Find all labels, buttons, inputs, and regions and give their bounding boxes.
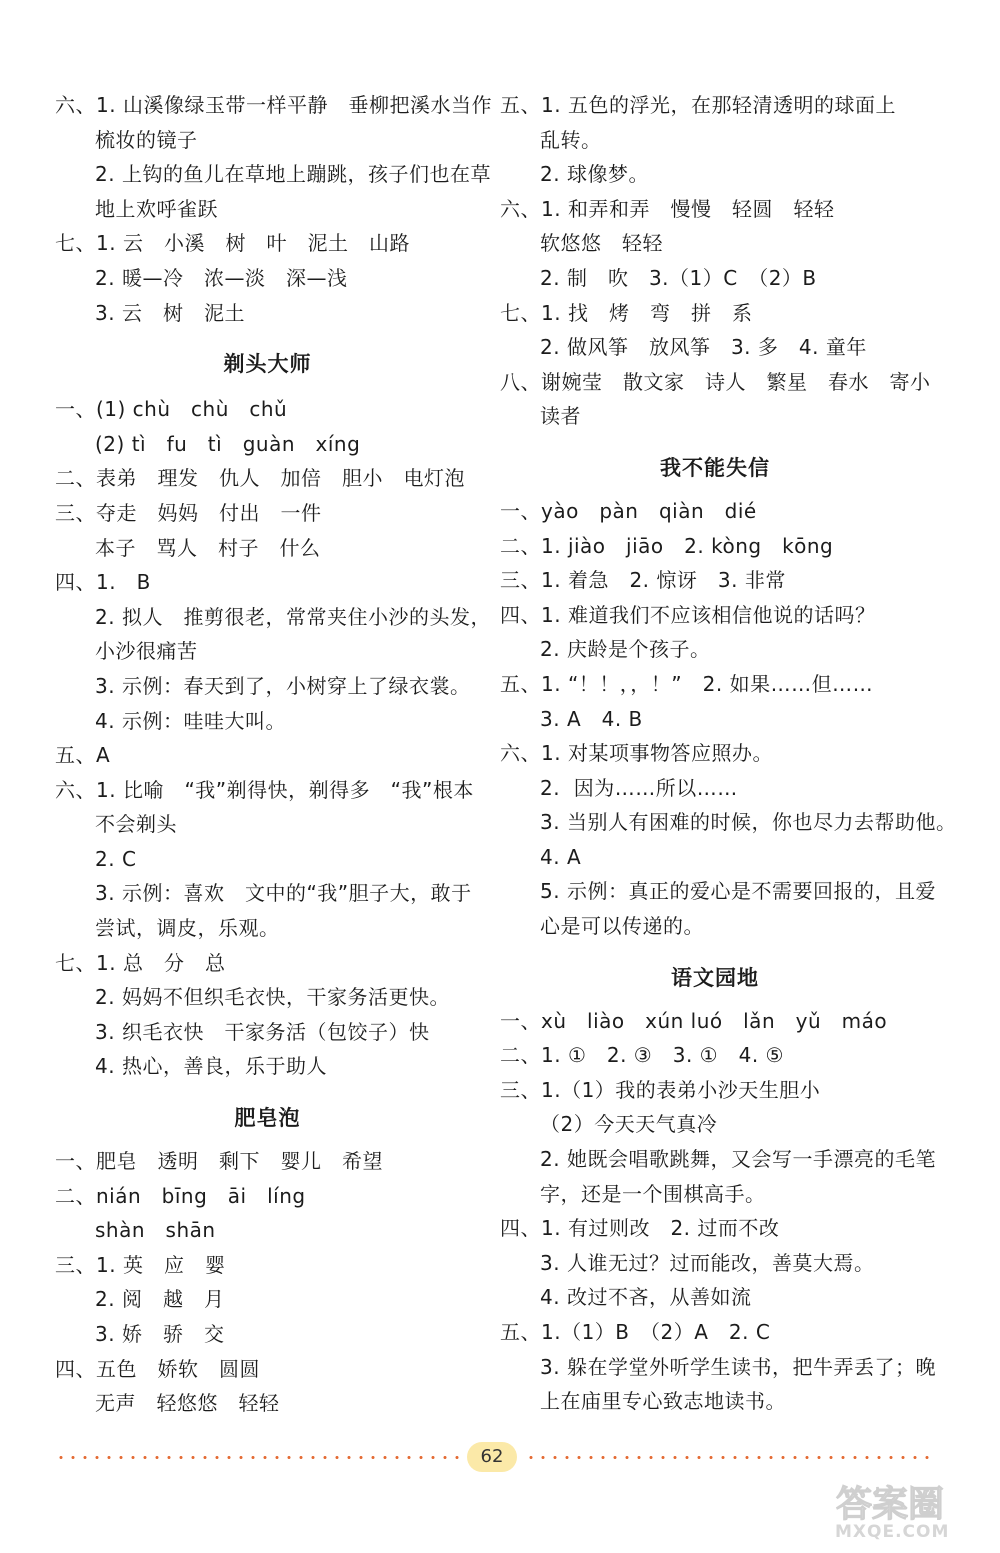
- answer-line: 3. 当别人有困难的时候，你也尽力去帮助他。: [540, 810, 957, 835]
- answer-line: 二、表弟 理发 仇人 加倍 胆小 电灯泡: [55, 466, 465, 491]
- answer-line: 2. 上钩的鱼儿在草地上蹦跳，孩子们也在草: [95, 162, 491, 187]
- answer-line: 七、1. 云 小溪 树 叶 泥土 山路: [55, 231, 410, 256]
- answer-line: 3. A 4. B: [540, 706, 643, 731]
- answer-line: 3. 示例：喜欢 文中的“我”胆子大，敢于: [95, 881, 472, 906]
- answer-line: 2. 她既会唱歌跳舞，又会写一手漂亮的毛笔: [540, 1147, 936, 1172]
- left-column: [55, 88, 492, 1421]
- answer-line: 3. 云 树 泥土: [95, 300, 245, 325]
- answer-line: 六、1. 对某项事物答应照办。: [500, 741, 773, 766]
- page-footer: [55, 1442, 930, 1472]
- answer-line: 六、1. 山溪像绿玉带一样平静 垂柳把溪水当作: [55, 93, 492, 117]
- answer-line: 三、1. 着急 2. 惊讶 3. 非常: [500, 568, 786, 593]
- answer-line: 3. 织毛衣快 干家务活（包饺子）快: [95, 1019, 430, 1044]
- answer-line: 2. 阅 越 月: [95, 1287, 225, 1312]
- dotted-rule-right: [525, 1455, 930, 1460]
- answer-line: 一、xù liào xún luó lǎn yǔ máo: [500, 1008, 888, 1033]
- answer-line: 二、nián bīng āi líng: [55, 1183, 306, 1208]
- page-number: 62: [467, 1442, 517, 1472]
- answer-line: 2. 做风筝 放风筝 3. 多 4. 童年: [540, 335, 867, 360]
- answer-line: 3. 娇 骄 交: [95, 1322, 225, 1346]
- answer-line: 三、夺走 妈妈 付出 一件: [55, 500, 322, 525]
- section-heading: 剃头大师: [223, 352, 312, 377]
- answer-line: （2）今天天气真冷: [540, 1112, 718, 1137]
- answer-line: 地上欢呼雀跃: [95, 196, 218, 221]
- answer-line: 三、1. 英 应 婴: [55, 1252, 226, 1277]
- section-heading: 肥皂泡: [234, 1106, 301, 1131]
- answer-line: 上在庙里专心致志地读书。: [540, 1389, 786, 1414]
- answer-line: 2. C: [95, 846, 137, 871]
- answer-line: 5. 示例：真正的爱心是不需要回报的，且爱: [540, 879, 936, 904]
- answer-line: (2) tì fu tì guàn xíng: [95, 431, 361, 456]
- answer-line: 3. 躲在学堂外听学生读书，把牛弄丢了；晚: [540, 1354, 936, 1379]
- answer-line: 八、谢婉莹 散文家 诗人 繁星 春水 寄小: [500, 369, 931, 394]
- answer-line: 乱转。: [540, 127, 602, 152]
- answer-line: 七、1. 总 分 总: [55, 950, 226, 975]
- answer-line: 2. 球像梦。: [540, 162, 649, 187]
- answer-line: 心是可以传递的。: [540, 914, 704, 939]
- answer-line: 一、(1) chù chù chǔ: [55, 397, 288, 422]
- answer-line: 4. 示例：哇哇大叫。: [95, 708, 286, 733]
- answer-line: 二、1. ① 2. ③ 3. ① 4. ⑤: [500, 1043, 784, 1068]
- answer-line: 四、五色 娇软 圆圆: [55, 1356, 260, 1381]
- answer-line: 五、1. “！！，，！” 2. 如果……但……: [500, 671, 874, 696]
- answer-line: 本子 骂人 村子 什么: [95, 535, 321, 560]
- answer-line: 2. 制 吹 3.（1）C （2）B: [540, 265, 817, 290]
- answer-line: 二、1. jiào jiāo 2. kòng kōng: [500, 533, 834, 558]
- answer-line: 一、肥皂 透明 剩下 婴儿 希望: [55, 1149, 383, 1174]
- answer-line: 梳妆的镜子: [95, 127, 198, 152]
- answer-line: 四、1. 难道我们不应该相信他说的话吗？: [500, 602, 876, 627]
- answer-line: 五、A: [55, 743, 111, 768]
- section-heading: 语文园地: [671, 965, 759, 990]
- answer-line: 4. A: [540, 844, 582, 869]
- answer-line: 2. 暖—冷 浓—淡 深—浅: [95, 265, 348, 290]
- answer-line: shàn shān: [95, 1218, 216, 1243]
- answer-line: 4. 热心，善良，乐于助人: [95, 1054, 327, 1079]
- dotted-rule-left: [55, 1455, 460, 1460]
- right-column: [500, 88, 957, 1419]
- answer-line: 4. 改过不吝，从善如流: [540, 1285, 752, 1310]
- answer-line: 六、1. 和弄和弄 慢慢 轻圆 轻轻: [500, 196, 835, 221]
- answer-line: 六、1. 比喻 “我”剃得快，剃得多 “我”根本: [55, 777, 474, 802]
- answer-line: 四、1. B: [55, 570, 151, 595]
- answer-line: 尝试，调皮，乐观。: [95, 916, 280, 941]
- answer-line: 字，还是一个围棋高手。: [540, 1181, 766, 1206]
- answer-line: 读者: [540, 404, 581, 429]
- answer-line: 三、1.（1）我的表弟小沙天生胆小: [500, 1077, 821, 1102]
- watermark-logo-text: 答案圈: [835, 1484, 945, 1525]
- answer-line: 五、1.（1）B （2）A 2. C: [500, 1320, 771, 1344]
- answer-line: 3. 人谁无过？过而能改，善莫大焉。: [540, 1250, 875, 1275]
- answer-line: 四、1. 有过则改 2. 过而不改: [500, 1216, 780, 1241]
- answer-line: 七、1. 找 烤 弯 拼 系: [500, 300, 753, 325]
- answer-line: 无声 轻悠悠 轻轻: [95, 1391, 280, 1416]
- section-heading: 我不能失信: [660, 455, 770, 480]
- answer-line: 小沙很痛苦: [95, 639, 198, 664]
- answer-line: 不会剃头: [95, 812, 177, 837]
- answer-line: 2. 庆龄是个孩子。: [540, 637, 711, 662]
- answer-line: 软悠悠 轻轻: [540, 231, 663, 256]
- answer-line: 五、1. 五色的浮光，在那轻清透明的球面上: [500, 93, 896, 117]
- watermark-url: MXQE.COM: [835, 1522, 950, 1542]
- answer-line: 一、yào pàn qiàn dié: [500, 498, 757, 523]
- answer-line: 2. 因为……所以……: [540, 775, 738, 800]
- answer-line: 3. 示例：春天到了，小树穿上了绿衣裳。: [95, 673, 471, 698]
- answer-line: 2. 妈妈不但织毛衣快，干家务活更快。: [95, 985, 450, 1010]
- answer-line: 2. 拟人 推剪很老，常常夹住小沙的头发，: [95, 604, 491, 629]
